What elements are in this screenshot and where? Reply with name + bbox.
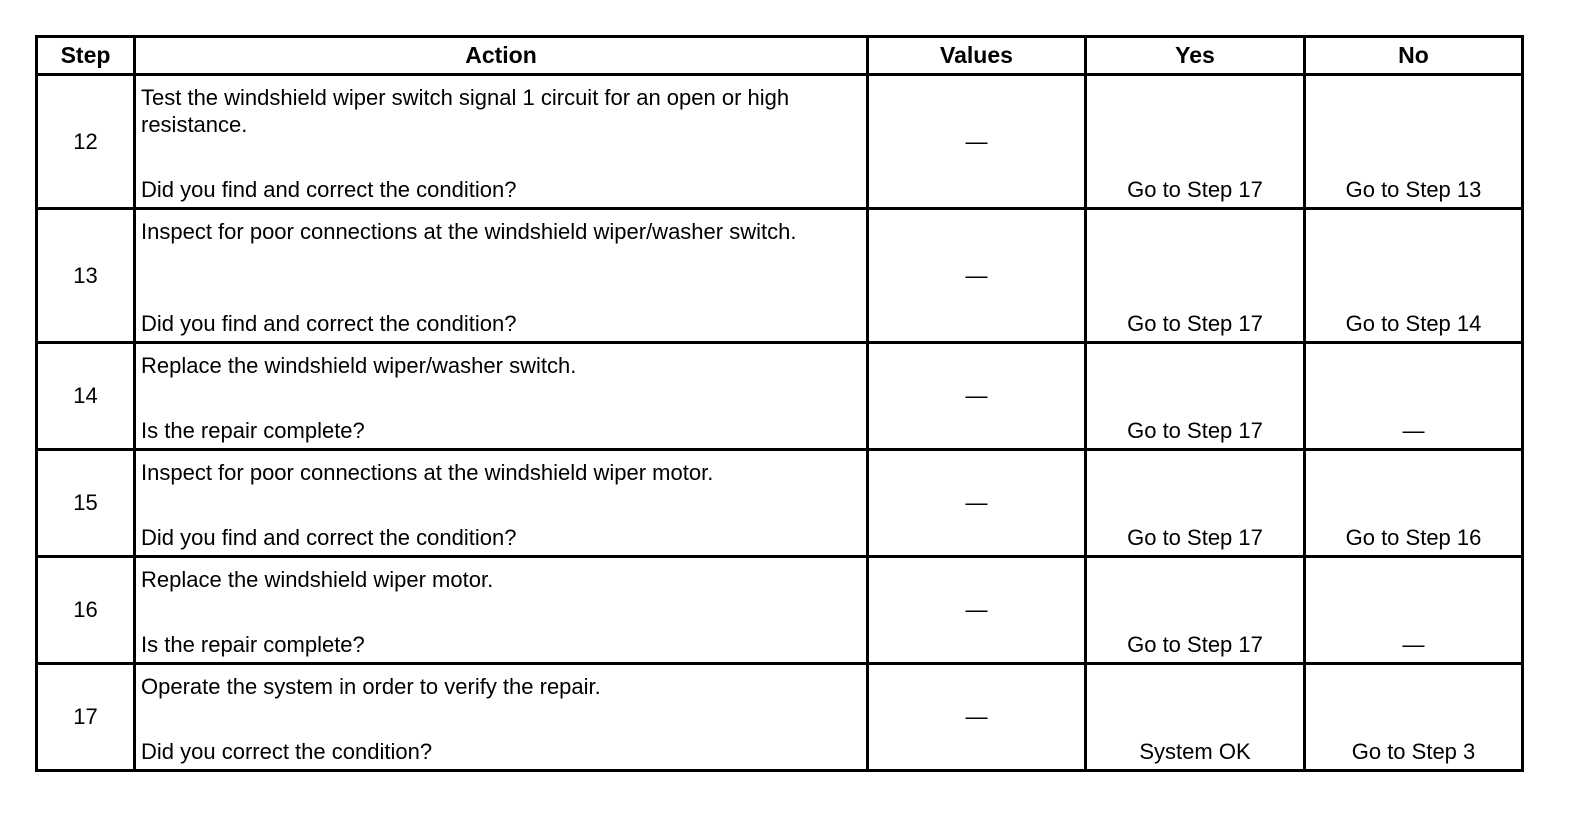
action-instruction: Test the windshield wiper switch signal 1 circuit for an open or high resistance. <box>141 85 790 137</box>
action-question: Did you find and correct the condition? <box>141 311 517 336</box>
values-cell: — <box>868 664 1086 771</box>
no-result: Go to Step 14 <box>1345 311 1482 336</box>
header-step: Step <box>37 37 135 75</box>
table-row <box>37 450 1523 557</box>
action-instruction: Replace the windshield wiper/washer switch. <box>141 353 577 378</box>
action-question: Is the repair complete? <box>141 632 365 657</box>
yes-result: Go to Step 17 <box>1127 525 1263 550</box>
no-cell <box>1305 450 1523 557</box>
yes-cell <box>1086 557 1305 664</box>
action-cell <box>135 664 868 771</box>
action-cell <box>135 343 868 450</box>
table-row <box>37 664 1523 771</box>
values-cell: — <box>868 343 1086 450</box>
no-cell <box>1305 343 1523 450</box>
no-result: — <box>1402 418 1425 443</box>
no-result: Go to Step 13 <box>1345 177 1482 202</box>
action-instruction: Inspect for poor connections at the windshield wiper motor. <box>141 460 714 485</box>
action-instruction: Operate the system in order to verify the repair. <box>141 674 601 699</box>
yes-result: Go to Step 17 <box>1127 632 1263 657</box>
table-row <box>37 557 1523 664</box>
header-values: Values <box>868 37 1086 75</box>
header-yes: Yes <box>1086 37 1305 75</box>
no-result: Go to Step 3 <box>1351 739 1476 764</box>
yes-result: System OK <box>1139 739 1251 764</box>
values-cell: — <box>868 557 1086 664</box>
header-action: Action <box>135 37 868 75</box>
table-row <box>37 75 1523 209</box>
no-cell <box>1305 75 1523 209</box>
action-cell <box>135 209 868 343</box>
table-row <box>37 343 1523 450</box>
yes-cell <box>1086 450 1305 557</box>
step-number: 13 <box>37 209 135 343</box>
values-cell: — <box>868 75 1086 209</box>
header-no: No <box>1305 37 1523 75</box>
step-number: 14 <box>37 343 135 450</box>
yes-cell <box>1086 75 1305 209</box>
no-result: — <box>1402 632 1425 657</box>
action-instruction: Inspect for poor connections at the windshield wiper/washer switch. <box>141 219 797 244</box>
yes-result: Go to Step 17 <box>1127 418 1263 443</box>
action-question: Did you correct the condition? <box>141 739 433 764</box>
no-cell <box>1305 557 1523 664</box>
action-instruction: Replace the windshield wiper motor. <box>141 567 494 592</box>
values-cell: — <box>868 450 1086 557</box>
step-number: 16 <box>37 557 135 664</box>
values-cell: — <box>868 209 1086 343</box>
yes-cell <box>1086 664 1305 771</box>
no-cell <box>1305 664 1523 771</box>
action-cell <box>135 75 868 209</box>
step-number: 15 <box>37 450 135 557</box>
step-number: 17 <box>37 664 135 771</box>
header-row <box>37 37 1523 75</box>
yes-result: Go to Step 17 <box>1127 177 1263 202</box>
action-cell <box>135 557 868 664</box>
step-number: 12 <box>37 75 135 209</box>
action-question: Did you find and correct the condition? <box>141 177 517 202</box>
action-cell <box>135 450 868 557</box>
diagnostic-table <box>35 35 1524 772</box>
yes-result: Go to Step 17 <box>1127 311 1263 336</box>
yes-cell <box>1086 343 1305 450</box>
yes-cell <box>1086 209 1305 343</box>
no-cell <box>1305 209 1523 343</box>
action-question: Did you find and correct the condition? <box>141 525 517 550</box>
table-row <box>37 209 1523 343</box>
action-question: Is the repair complete? <box>141 418 365 443</box>
no-result: Go to Step 16 <box>1345 525 1482 550</box>
